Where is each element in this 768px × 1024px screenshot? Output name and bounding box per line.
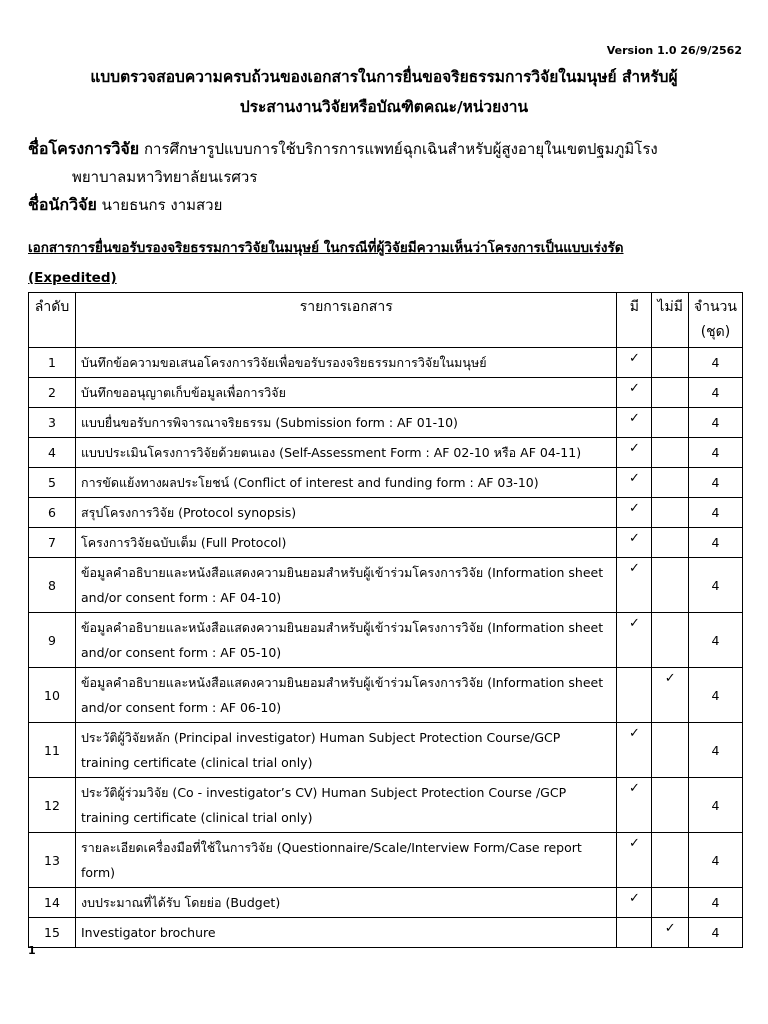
row-number: 6 [29, 498, 76, 528]
table-row [29, 528, 743, 558]
row-check-yes: ✓ [617, 778, 652, 833]
row-quantity: 4 [688, 888, 742, 918]
row-item: Investigator brochure [76, 918, 617, 948]
page-number: 1 [28, 944, 36, 957]
row-number: 7 [29, 528, 76, 558]
document-checklist-table [28, 292, 743, 948]
row-item: สรุปโครงการวิจัย (Protocol synopsis) [76, 498, 617, 528]
row-item: รายละเอียดเครื่องมือที่ใช้ในการวิจัย (Questionnaire/Scale/Interview Form/Case report form) [76, 833, 617, 888]
row-quantity: 4 [688, 723, 742, 778]
header-qty: จำนวน (ชุด) [688, 293, 742, 348]
header-no: ลำดับ [29, 293, 76, 348]
row-number: 9 [29, 613, 76, 668]
table-row [29, 888, 743, 918]
row-check-no [652, 558, 689, 613]
document-title [30, 62, 738, 122]
row-item: การขัดแย้งทางผลประโยชน์ (Conflict of interest and funding form : AF 03-10) [76, 468, 617, 498]
row-item: ข้อมูลคำอธิบายและหนังสือแสดงความยินยอมสำหรับผู้เข้าร่วมโครงการวิจัย (Information sheet and/or consent form : AF 06-10) [76, 668, 617, 723]
row-quantity: 4 [688, 918, 742, 948]
row-check-yes: ✓ [617, 408, 652, 438]
table-row [29, 438, 743, 468]
row-check-no: ✓ [652, 918, 689, 948]
title-line-2: ประสานงานวิจัยหรือบัณฑิตคณะ/หน่วยงาน [239, 98, 529, 116]
row-check-no: ✓ [652, 668, 689, 723]
table-row [29, 668, 743, 723]
row-check-yes: ✓ [617, 438, 652, 468]
row-check-no [652, 348, 689, 378]
row-item: แบบยื่นขอรับการพิจารณาจริยธรรม (Submission form : AF 01-10) [76, 408, 617, 438]
row-quantity: 4 [688, 408, 742, 438]
row-check-yes: ✓ [617, 378, 652, 408]
row-quantity: 4 [688, 833, 742, 888]
version-label: Version 1.0 26/9/2562 [606, 44, 742, 57]
section-heading [28, 233, 748, 293]
table-row [29, 723, 743, 778]
row-item: บันทึกขออนุญาตเก็บข้อมูลเพื่อการวิจัย [76, 378, 617, 408]
row-quantity: 4 [688, 378, 742, 408]
row-check-yes: ✓ [617, 613, 652, 668]
table-row [29, 408, 743, 438]
table-row [29, 498, 743, 528]
row-item: ประวัติผู้ร่วมวิจัย (Co - investigator’s CV) Human Subject Protection Course /GCP training certificate (clinical trial only) [76, 778, 617, 833]
row-number: 5 [29, 468, 76, 498]
row-item: ข้อมูลคำอธิบายและหนังสือแสดงความยินยอมสำหรับผู้เข้าร่วมโครงการวิจัย (Information sheet and/or consent form : AF 05-10) [76, 613, 617, 668]
row-item: ประวัติผู้วิจัยหลัก (Principal investigator) Human Subject Protection Course/GCP training certificate (clinical trial only) [76, 723, 617, 778]
row-check-yes: ✓ [617, 498, 652, 528]
row-item: โครงการวิจัยฉบับเต็ม (Full Protocol) [76, 528, 617, 558]
row-check-no [652, 778, 689, 833]
row-number: 13 [29, 833, 76, 888]
table-row [29, 918, 743, 948]
row-number: 15 [29, 918, 76, 948]
row-check-no [652, 468, 689, 498]
row-quantity: 4 [688, 613, 742, 668]
row-number: 8 [29, 558, 76, 613]
section-heading-line-2: (Expedited) [28, 270, 117, 286]
row-check-yes: ✓ [617, 348, 652, 378]
row-number: 14 [29, 888, 76, 918]
row-check-no [652, 888, 689, 918]
table-row [29, 468, 743, 498]
project-name: การศึกษารูปแบบการใช้บริการการแพทย์ฉุกเฉินสำหรับผู้สูงอายุในเขตปฐมภูมิโรง [143, 140, 658, 158]
row-quantity: 4 [688, 558, 742, 613]
table-row [29, 348, 743, 378]
table-row [29, 378, 743, 408]
header-no-have: ไม่มี [652, 293, 689, 348]
row-number: 11 [29, 723, 76, 778]
row-quantity: 4 [688, 348, 742, 378]
row-check-yes: ✓ [617, 833, 652, 888]
title-line-1: แบบตรวจสอบความครบถ้วนของเอกสารในการยื่นขอจริยธรรมการวิจัยในมนุษย์ สำหรับผู้ [90, 68, 678, 86]
table-row [29, 778, 743, 833]
row-check-yes: ✓ [617, 558, 652, 613]
table-row [29, 613, 743, 668]
row-quantity: 4 [688, 498, 742, 528]
row-quantity: 4 [688, 528, 742, 558]
row-check-yes [617, 668, 652, 723]
row-check-no [652, 723, 689, 778]
researcher-name: นายธนกร งามสวย [101, 196, 223, 214]
row-check-no [652, 498, 689, 528]
table-header-row [29, 293, 743, 348]
header-item: รายการเอกสาร [76, 293, 617, 348]
section-heading-line-1: เอกสารการยื่นขอรับรองจริยธรรมการวิจัยในมนุษย์ ในกรณีที่ผู้วิจัยมีความเห็นว่าโครงการเป็นแบบเร่งรัด [28, 240, 624, 256]
row-check-yes: ✓ [617, 888, 652, 918]
row-quantity: 4 [688, 778, 742, 833]
row-item: แบบประเมินโครงการวิจัยด้วยตนเอง (Self-Assessment Form : AF 02-10 หรือ AF 04-11) [76, 438, 617, 468]
row-number: 1 [29, 348, 76, 378]
row-check-yes: ✓ [617, 723, 652, 778]
row-check-yes: ✓ [617, 528, 652, 558]
project-name-cont: พยาบาลมหาวิทยาลัยนเรศวร [72, 168, 258, 186]
row-item: งบประมาณที่ได้รับ โดยย่อ (Budget) [76, 888, 617, 918]
row-item: บันทึกข้อความขอเสนอโครงการวิจัยเพื่อขอรับรองจริยธรรมการวิจัยในมนุษย์ [76, 348, 617, 378]
row-check-no [652, 378, 689, 408]
row-quantity: 4 [688, 668, 742, 723]
row-check-no [652, 833, 689, 888]
row-check-yes: ✓ [617, 468, 652, 498]
table-row [29, 833, 743, 888]
row-quantity: 4 [688, 438, 742, 468]
header-yes: มี [617, 293, 652, 348]
row-check-no [652, 613, 689, 668]
table-row [29, 558, 743, 613]
row-number: 2 [29, 378, 76, 408]
row-check-no [652, 408, 689, 438]
row-check-no [652, 528, 689, 558]
row-number: 3 [29, 408, 76, 438]
project-info [28, 135, 748, 219]
row-check-no [652, 438, 689, 468]
researcher-label: ชื่อนักวิจัย [28, 195, 97, 214]
row-number: 12 [29, 778, 76, 833]
row-item: ข้อมูลคำอธิบายและหนังสือแสดงความยินยอมสำหรับผู้เข้าร่วมโครงการวิจัย (Information sheet and/or consent form : AF 04-10) [76, 558, 617, 613]
project-label: ชื่อโครงการวิจัย [28, 139, 140, 158]
row-check-yes [617, 918, 652, 948]
row-quantity: 4 [688, 468, 742, 498]
row-number: 4 [29, 438, 76, 468]
row-number: 10 [29, 668, 76, 723]
